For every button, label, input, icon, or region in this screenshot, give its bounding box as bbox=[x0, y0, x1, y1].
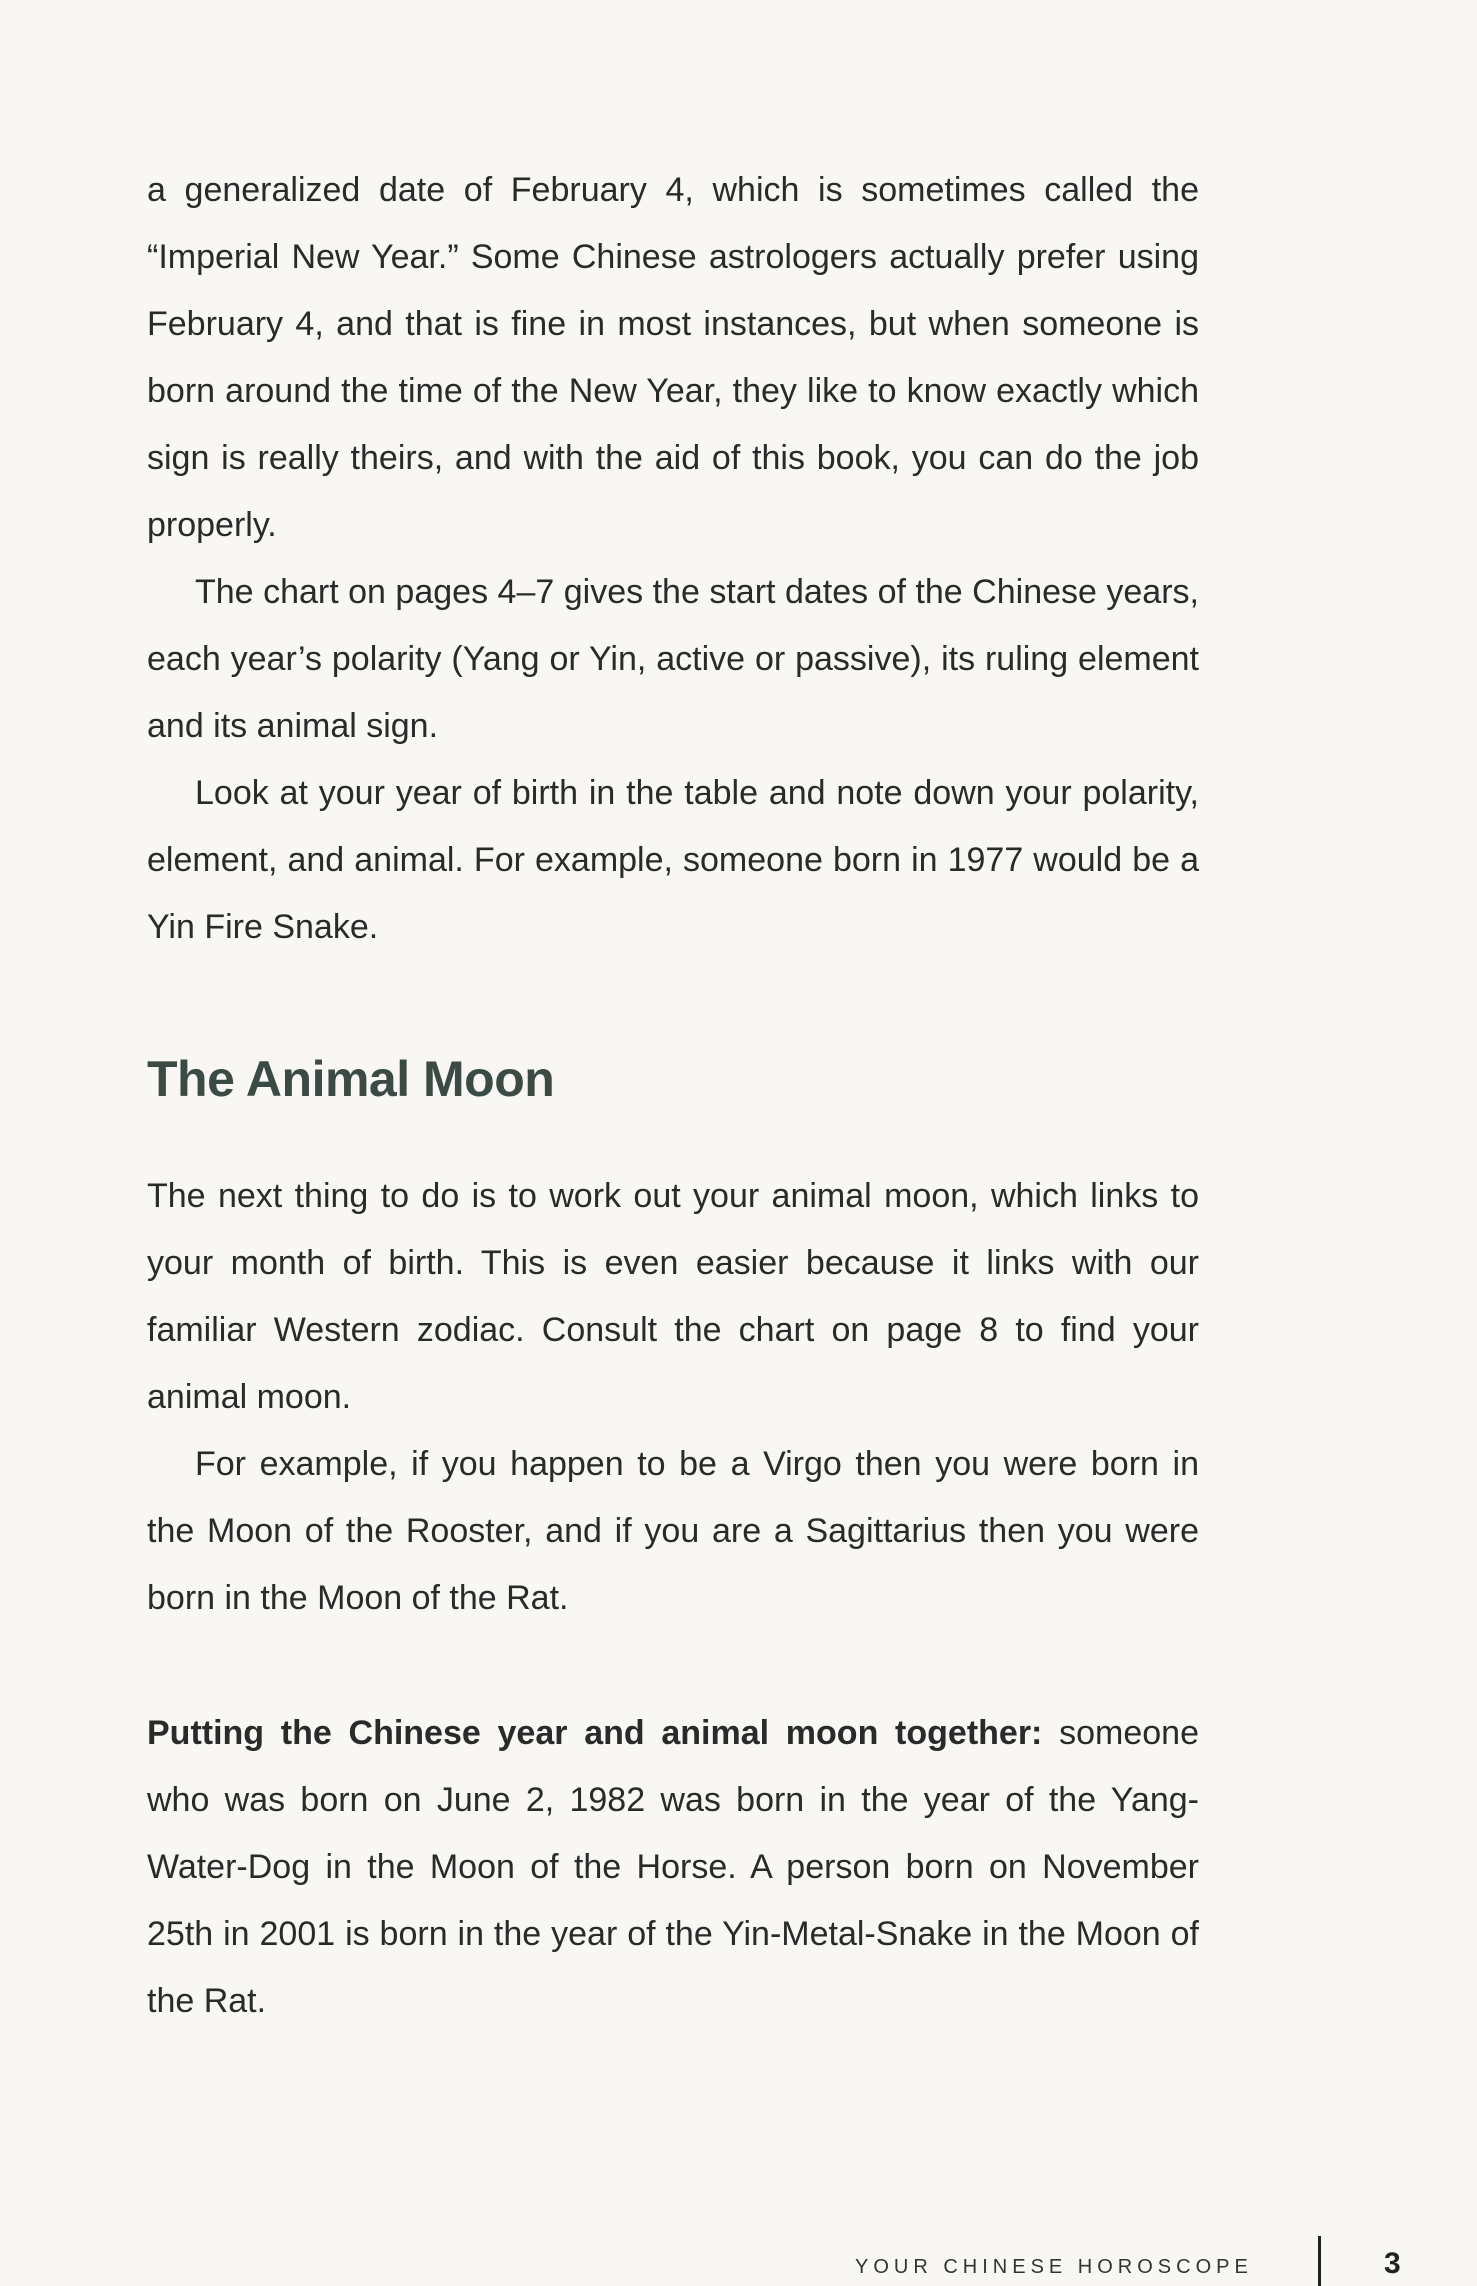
combination-text bbox=[147, 1700, 1199, 2035]
running-footer-title: YOUR CHINESE HOROSCOPE bbox=[855, 2256, 1253, 2278]
animal-moon-paragraph-1: The next thing to do is to work out your animal moon, which links to your month of birth. This is even easier because it links with our familiar Western zodiac. Consult the chart on page 8 to find your animal moon. bbox=[147, 1177, 1199, 1416]
page-number: 3 bbox=[1384, 2247, 1401, 2280]
animal-moon-text bbox=[147, 1163, 1199, 1632]
combination-lead: Putting the Chinese year and animal moon together: bbox=[147, 1714, 1043, 1752]
combination-paragraph bbox=[147, 1700, 1199, 2035]
section-heading: The Animal Moon bbox=[147, 1051, 555, 1107]
intro-paragraph-2: The chart on pages 4–7 gives the start dates of the Chinese years, each year’s polarity (Yang or Yin, active or passive), its ruling element and its animal sign. bbox=[147, 573, 1199, 745]
combination-body: someone who was born on June 2, 1982 was born in the year of the Yang-Water-Dog in the Moon of the Horse. A person born on November 25th in 2001 is born in the year of the Yin-Metal-Snake in the Moon of the Rat. bbox=[147, 1714, 1199, 2020]
animal-moon-paragraph-2: For example, if you happen to be a Virgo then you were born in the Moon of the Rooster, and if you are a Sagittarius then you were born in the Moon of the Rat. bbox=[147, 1445, 1199, 1617]
intro-paragraph-1: a generalized date of February 4, which is sometimes called the “Imperial New Year.” Some Chinese astrologers actually prefer using February 4, and that is fine in most instances, but when someone is born around the time of the New Year, they like to know exactly which sign is really theirs, and with the aid of this book, you can do the job properly. bbox=[147, 171, 1199, 544]
intro-text bbox=[147, 157, 1199, 961]
intro-paragraph-3: Look at your year of birth in the table and note down your polarity, element, and animal. For example, someone born in 1977 would be a Yin Fire Snake. bbox=[147, 774, 1199, 946]
footer-divider bbox=[1318, 2236, 1321, 2286]
